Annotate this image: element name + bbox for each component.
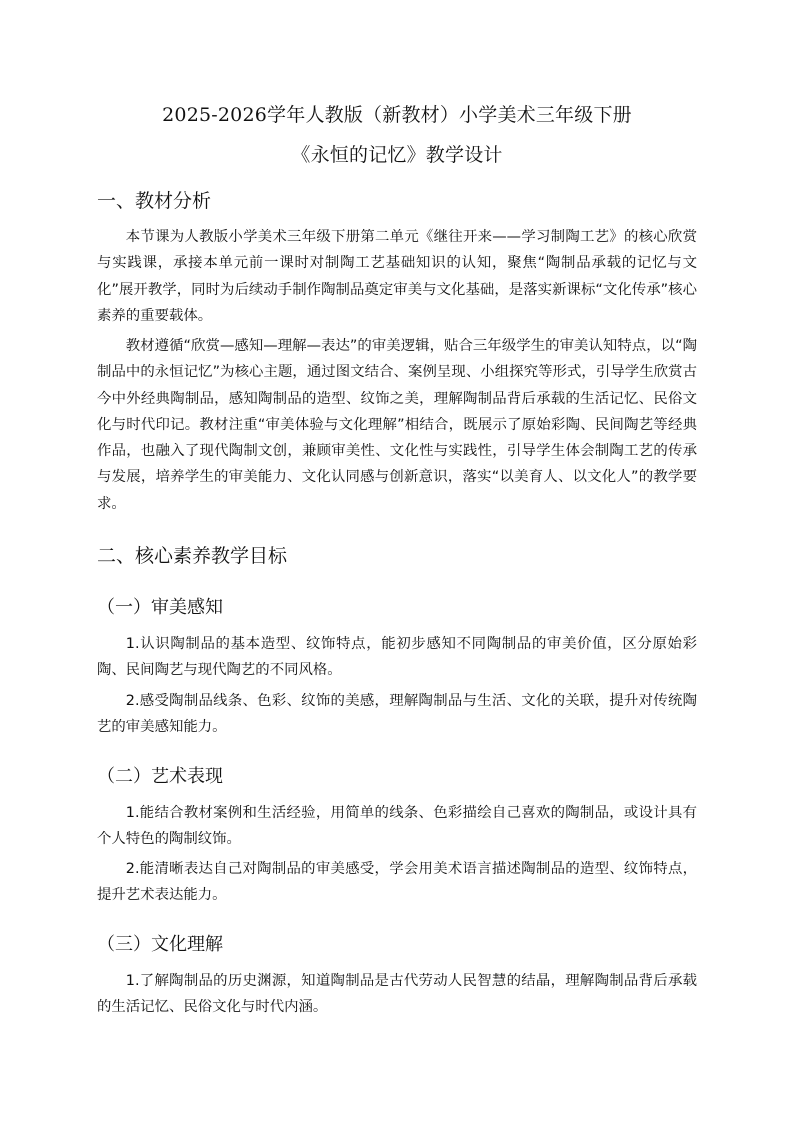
paragraph: 2.能清晰表达自己对陶制品的审美感受，学会用美术语言描述陶制品的造型、纹饰特点，提升艺术表达能力。	[97, 861, 697, 904]
document-title-line2: 《永恒的记忆》教学设计	[291, 144, 503, 166]
section-heading-textbook-analysis: 一、教材分析	[97, 190, 212, 212]
paragraph: 1.能结合教材案例和生活经验，用简单的线条、色彩描绘自己喜欢的陶制品，或设计具有个人特色的陶制纹饰。	[97, 805, 697, 848]
paragraph: 2.感受陶制品线条、色彩、纹饰的美感，理解陶制品与生活、文化的关联，提升对传统陶艺的审美感知能力。	[97, 693, 697, 736]
subsection-heading-cultural-understanding: （三）文化理解	[97, 934, 223, 955]
paragraph: 1.了解陶制品的历史渊源，知道陶制品是古代劳动人民智慧的结晶，理解陶制品背后承载的生活记忆、民俗文化与时代内涵。	[97, 973, 697, 1016]
paragraph: 1.认识陶制品的基本造型、纹饰特点，能初步感知不同陶制品的审美价值，区分原始彩陶、民间陶艺与现代陶艺的不同风格。	[97, 636, 697, 679]
subsection-heading-artistic-expression: （二）艺术表现	[97, 766, 223, 787]
paragraph: 教材遵循“欣赏—感知—理解—表达”的审美逻辑，贴合三年级学生的审美认知特点，以“陶制品中的永恒记忆”为核心主题，通过图文结合、案例呈现、小组探究等形式，引导学生欣赏古今中外经典陶制品，感知陶制品的造型、纹饰之美，理解陶制品背后承载的生活记忆、民俗文化与时代印记。教材注重“审美体验与文化理解”相结合，既展示了原始彩陶、民间陶艺等经典作品，也融入了现代陶制文创，兼顾审美性、文化性与实践性，引导学生体会制陶工艺的传承与发展，培养学生的审美能力、文化认同感与创新意识，落实“以美育人、以文化人”的教学要求。	[97, 338, 697, 512]
section-heading-core-goals: 二、核心素养教学目标	[97, 545, 288, 567]
paragraph: 本节课为人教版小学美术三年级下册第二单元《继往开来——学习制陶工艺》的核心欣赏与实践课，承接本单元前一课时对制陶工艺基础知识的认知，聚焦“陶制品承载的记忆与文化”展开教学，同时为后续动手制作陶制品奠定审美与文化基础，是落实新课标“文化传承”核心素养的重要载体。	[97, 229, 697, 324]
document-title-line1: 2025-2026学年人教版（新教材）小学美术三年级下册	[162, 104, 632, 126]
subsection-heading-aesthetic-perception: （一）审美感知	[97, 597, 223, 618]
